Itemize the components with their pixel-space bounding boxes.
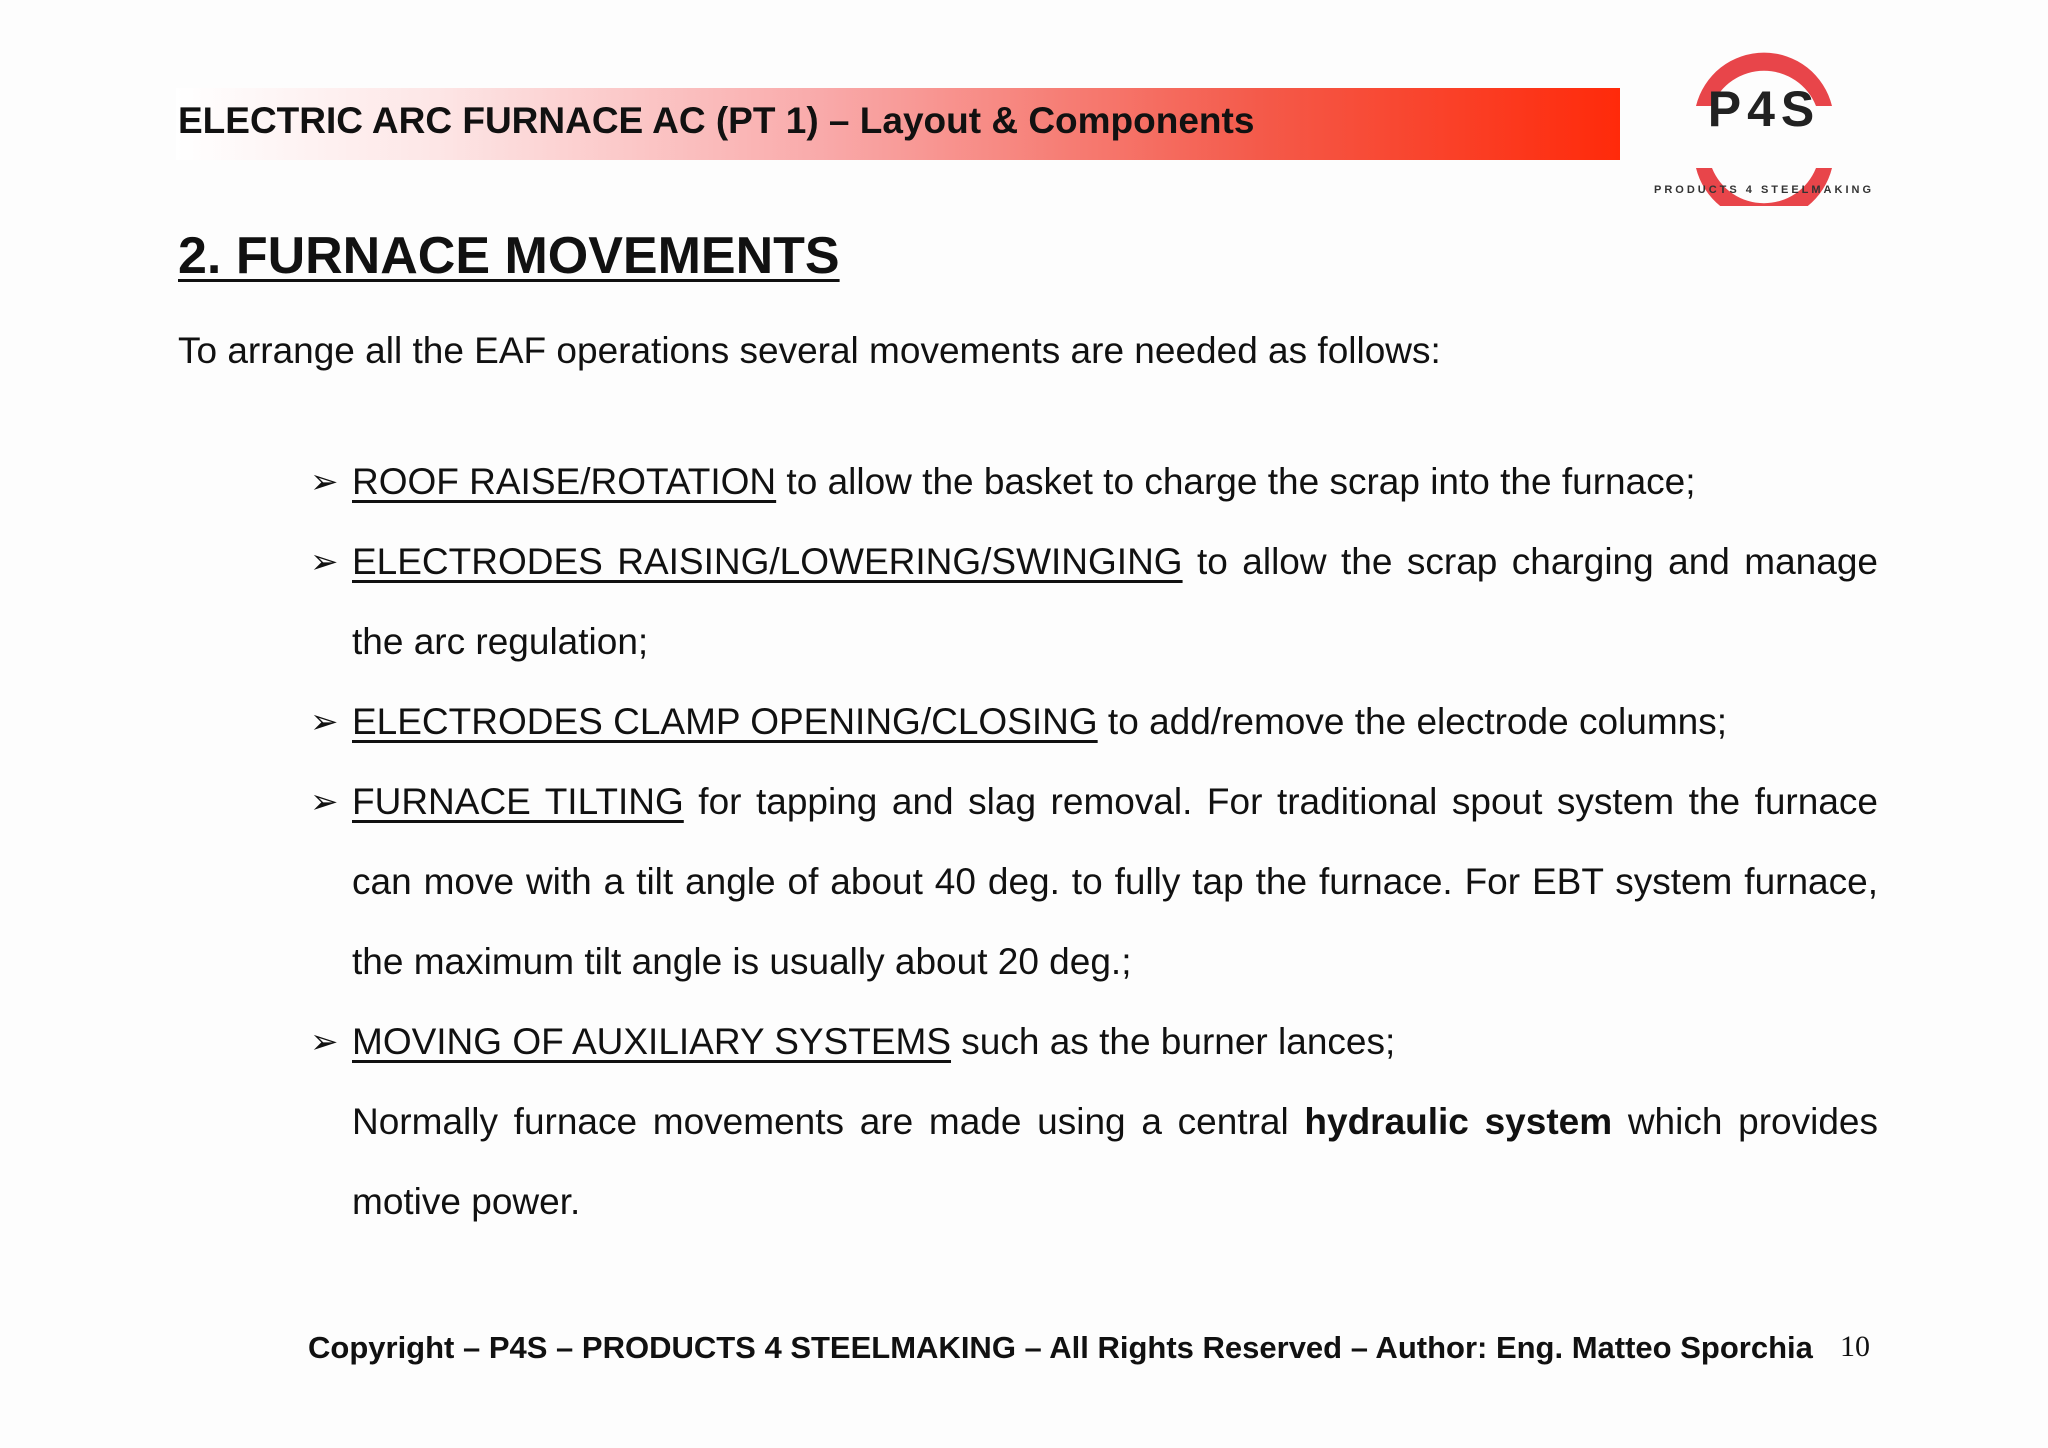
item-term: ELECTRODES RAISING/LOWERING/SWINGING (352, 541, 1183, 582)
list-item (310, 682, 1878, 762)
note-emphasis: hydraulic system (1304, 1101, 1613, 1142)
list-item (310, 1002, 1878, 1082)
note-text-end: which provides motive power. (352, 1101, 1878, 1222)
item-term: ROOF RAISE/ROTATION (352, 461, 777, 502)
item-term: ELECTRODES CLAMP OPENING/CLOSING (352, 701, 1098, 742)
item-term: MOVING OF AUXILIARY SYSTEMS (352, 1021, 952, 1062)
item-text: for tapping and slag removal. For traditional spout system the furnace can move with a tilt angle of about 40 deg. to fully tap the furnace. For EBT system furnace, the maximum tilt angle is usually about 20 deg.; (352, 781, 1878, 982)
closing-note (310, 1082, 1878, 1242)
list-item (310, 762, 1878, 1002)
footer-copyright: Copyright – P4S – PRODUCTS 4 STEELMAKING – All Rights Reserved – Author: Eng. Matteo Sporchia (308, 1330, 1813, 1365)
logo-subtitle: PRODUCTS 4 STEELMAKING (1653, 184, 1874, 196)
logo-text: P4S (1707, 81, 1821, 137)
arrow-bullet-icon: ➢ (310, 703, 339, 741)
arrow-bullet-icon: ➢ (310, 783, 339, 821)
section-title: 2. FURNACE MOVEMENTS (178, 227, 840, 285)
list-item (310, 522, 1878, 682)
arrow-bullet-icon: ➢ (310, 1023, 339, 1061)
item-text: to add/remove the electrode columns; (1097, 701, 1727, 742)
item-term: FURNACE TILTING (352, 781, 684, 822)
page-number: 10 (1840, 1330, 1870, 1363)
item-text: to allow the scrap charging and manage the arc regulation; (352, 541, 1878, 662)
item-text: to allow the basket to charge the scrap into the furnace; (776, 461, 1696, 502)
item-text: such as the burner lances; (951, 1021, 1396, 1062)
header-title: ELECTRIC ARC FURNACE AC (PT 1) – Layout & Components (178, 100, 1255, 141)
arrow-bullet-icon: ➢ (310, 543, 339, 581)
movement-list (310, 442, 1878, 1242)
list-item (310, 442, 1878, 522)
arrow-bullet-icon: ➢ (310, 463, 339, 501)
intro-text: To arrange all the EAF operations several movements are needed as follows: (178, 330, 1441, 371)
p4s-logo (1648, 40, 1880, 206)
note-text-start: Normally furnace movements are made using a central (352, 1101, 1305, 1142)
